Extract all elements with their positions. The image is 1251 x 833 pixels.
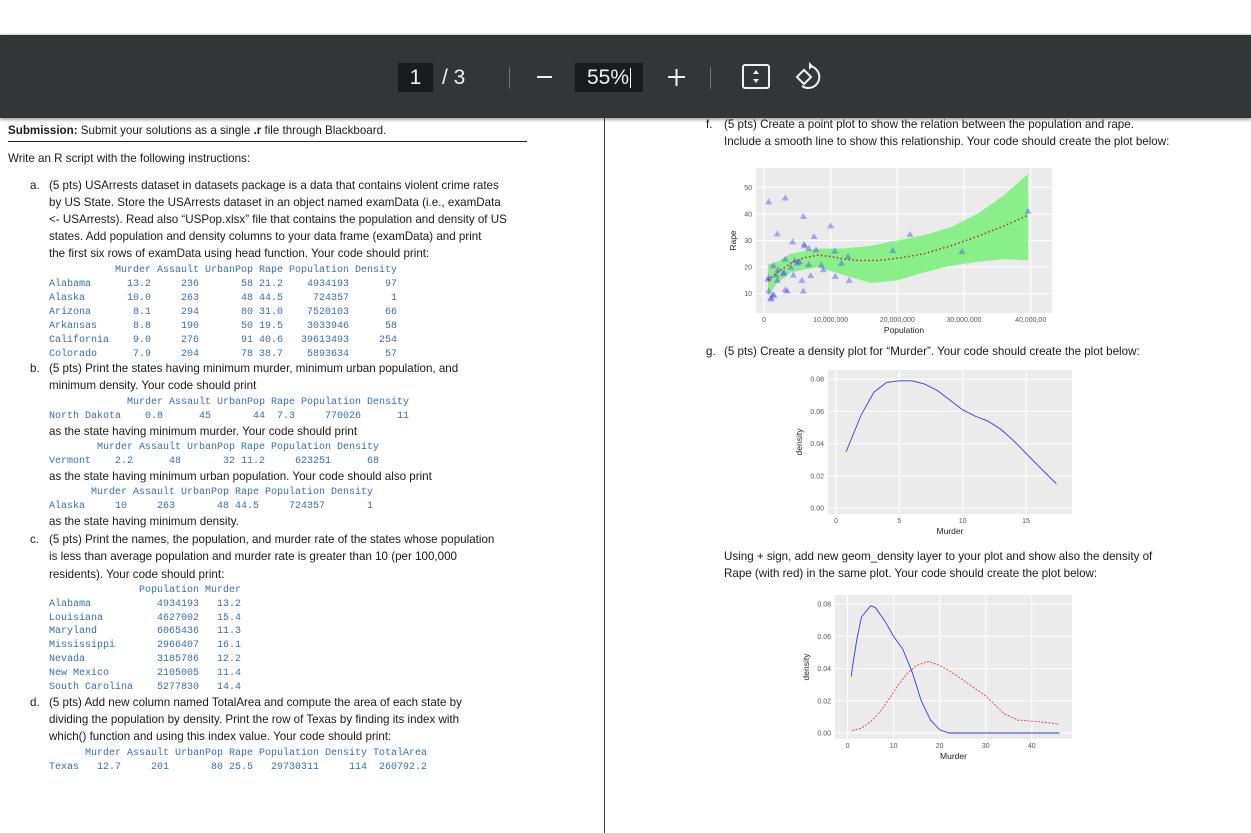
zoom-in-button[interactable] [660,61,692,93]
y-axis-label: density [794,428,804,456]
item-b-text: (5 pts) Print the states having minimum murder, minimum urban population, and [49,362,459,375]
zoom-value: 55% [586,66,630,89]
submission-ext: .r [253,124,262,137]
item-marker: g. [706,345,716,358]
pdf-toolbar [0,34,1251,118]
item-d-text: (5 pts) Add new column named TotalArea and compute the area of each state by [49,696,462,709]
output-row: Vermont 2.2 48 32 11.2 623251 68 [49,456,380,467]
item-a-text: (5 pts) USArrests dataset in datasets package is a data that contains violent crime rates [49,179,499,192]
output-row: Nevada 3185786 12.2 [49,653,242,665]
x-tick-label: 10,000,000 [813,317,849,324]
output-header: Murder Assault UrbanPop Rape Population Density [49,487,374,498]
plot-panel [828,370,1072,514]
item-c-text: (5 pts) Print the names, the population, and murder rate of the states whose population [49,533,495,546]
item-d-text: dividing the population by density. Print the row of Texas by finding its index with [49,713,460,726]
output-header: Population Murder [49,585,242,596]
item-b-text: as the state having minimum urban population. Your code should also print [49,470,432,483]
output-row: Louisiana 4627002 15.4 [49,612,242,624]
plot-3 [801,595,1072,761]
output-header: Murder Assault UrbanPop Rape Population Density [49,265,398,276]
x-tick-label: 40,000,00 [1015,317,1047,324]
plus-icon [660,61,692,93]
intro-text: Write an R script with the following instructions: [8,152,251,165]
output-row: Alabama 13.2 236 58 21.2 4934193 97 [49,279,398,290]
x-tick-label: 10 [889,743,898,750]
output-row: Alaska 10 263 48 44.5 724357 1 [49,501,374,512]
y-tick-label: 50 [744,184,752,192]
y-tick-label: 0.08 [817,601,831,609]
page-total: / 3 [442,66,466,89]
x-tick-label: 0 [762,317,766,324]
extra-text: Using + sign, add new geom_density layer to your plot and show also the density of [724,550,1153,563]
x-axis-label: Murder [936,526,964,536]
item-g-text: (5 pts) Create a density plot for “Murder”. Your code should create the plot below: [724,345,1140,358]
x-tick-label: 30,000,000 [946,317,982,324]
item-c-text: is less than average population and murder rate is greater than 10 (per 100,000 [49,550,457,563]
item-a-text: the first six rows of examData using head function. Your code should print: [49,247,430,260]
output-row: Alabama 4934193 13.2 [49,598,242,610]
y-tick-label: 0.02 [817,698,831,706]
toolbar-separator [710,67,711,89]
y-tick-label: 0.04 [817,666,831,674]
item-f-text: (5 pts) Create a point plot to show the relation between the population and rape. [724,118,1134,131]
output-row: Mississippi 2966407 16.1 [49,640,242,652]
item-b-text: as the state having minimum murder. Your code should print [49,425,358,438]
submission-text: Submit your solutions as a single [77,124,254,137]
item-b-text: as the state having minimum density. [49,515,239,528]
x-tick-label: 20 [935,743,944,750]
item-marker: f. [706,118,713,131]
y-tick-label: 30 [744,238,752,245]
submission-label: Submission: [8,124,78,137]
x-axis-label: Murder [940,751,967,761]
x-tick-label: 40 [1027,743,1036,750]
toolbar-separator [509,67,510,89]
y-tick-label: 0.04 [810,441,824,449]
y-tick-label: 0.00 [817,730,831,738]
output-header: Murder Assault UrbanPop Rape Population Density TotalArea [49,748,428,759]
output-row: Maryland 6065436 11.3 [49,626,242,638]
item-a-text: states. Add population and density columns to your data frame (examData) and print [49,230,482,243]
x-tick-label: 15 [1022,518,1030,525]
y-tick-label: 0.06 [817,633,831,641]
rotate-icon [793,61,825,93]
fit-to-page-icon [740,61,772,93]
x-tick-label: 0 [834,518,838,525]
y-tick-label: 0.08 [810,376,824,384]
output-row: Arkansas 8.8 190 50 19.5 3033946 58 [49,321,398,332]
output-row: Colorado 7.9 204 78 38.7 5893634 57 [49,349,398,360]
page-number-input[interactable]: 1 [398,63,433,92]
item-f-text: Include a smooth line to show this relationship. Your code should create the plot below: [724,135,1170,148]
output-row: New Mexico 2105005 11.4 [49,667,242,679]
zoom-out-button[interactable] [528,61,560,93]
x-tick-label: 10 [958,518,967,525]
plot-panel [835,595,1072,739]
item-b-text: minimum density. Your code should print [49,379,257,392]
submission-tail: file through Blackboard. [261,124,387,137]
output-row: Texas 12.7 201 80 25.5 29730311 114 260792.2 [49,762,428,773]
plot-1 [728,168,1052,335]
item-marker: d. [30,696,40,709]
output-row: California 9.0 276 91 40.6 39613493 254 [49,335,398,346]
item-marker: c. [30,533,40,546]
item-d-text: which() function and using this index value. Your code should print: [49,730,392,743]
output-row: North Dakota 0.8 45 44 7.3 770026 11 [49,411,410,422]
fit-to-page-button[interactable] [740,61,772,93]
output-header: Murder Assault UrbanPop Rape Population Density [49,397,410,408]
y-tick-label: 40 [744,211,752,219]
y-axis-label: Rape [728,230,738,251]
item-a-text: <- USArrests). Read also “USPop.xlsx” file that contains the population and density of US [49,213,507,226]
y-tick-label: 0.06 [810,408,824,416]
plot-2 [794,370,1072,536]
output-row: Arizona 8.1 294 80 31.0 7520103 66 [49,307,398,318]
rotate-button[interactable] [793,61,825,93]
y-axis-label: density [801,653,811,681]
y-tick-label: 20 [744,264,752,272]
x-tick-label: 5 [897,518,902,525]
zoom-input[interactable] [575,63,643,92]
y-tick-label: 10 [744,291,752,299]
item-c-text: residents). Your code should print: [49,568,225,581]
item-marker: b. [30,362,40,375]
extra-text: Rape (with red) in the same plot. Your code should create the plot below: [724,567,1098,580]
output-row: South Carolina 5277830 14.4 [49,681,242,693]
output-header: Murder Assault UrbanPop Rape Population Density [49,442,380,453]
minus-icon [528,61,560,93]
y-tick-label: 0.02 [810,473,824,481]
x-axis-label: Population [883,325,925,335]
item-a-text: by US State. Store the USArrests dataset in an object named examData (i.e., examData [49,196,501,209]
x-tick-label: 0 [845,743,850,750]
item-marker: a. [30,179,40,192]
text-cursor [630,68,631,88]
y-tick-label: 0.00 [810,505,824,513]
output-row: Alaska 10.0 263 48 44.5 724357 1 [49,293,398,304]
x-tick-label: 20,000,000 [879,317,915,324]
x-tick-label: 30 [981,743,990,750]
